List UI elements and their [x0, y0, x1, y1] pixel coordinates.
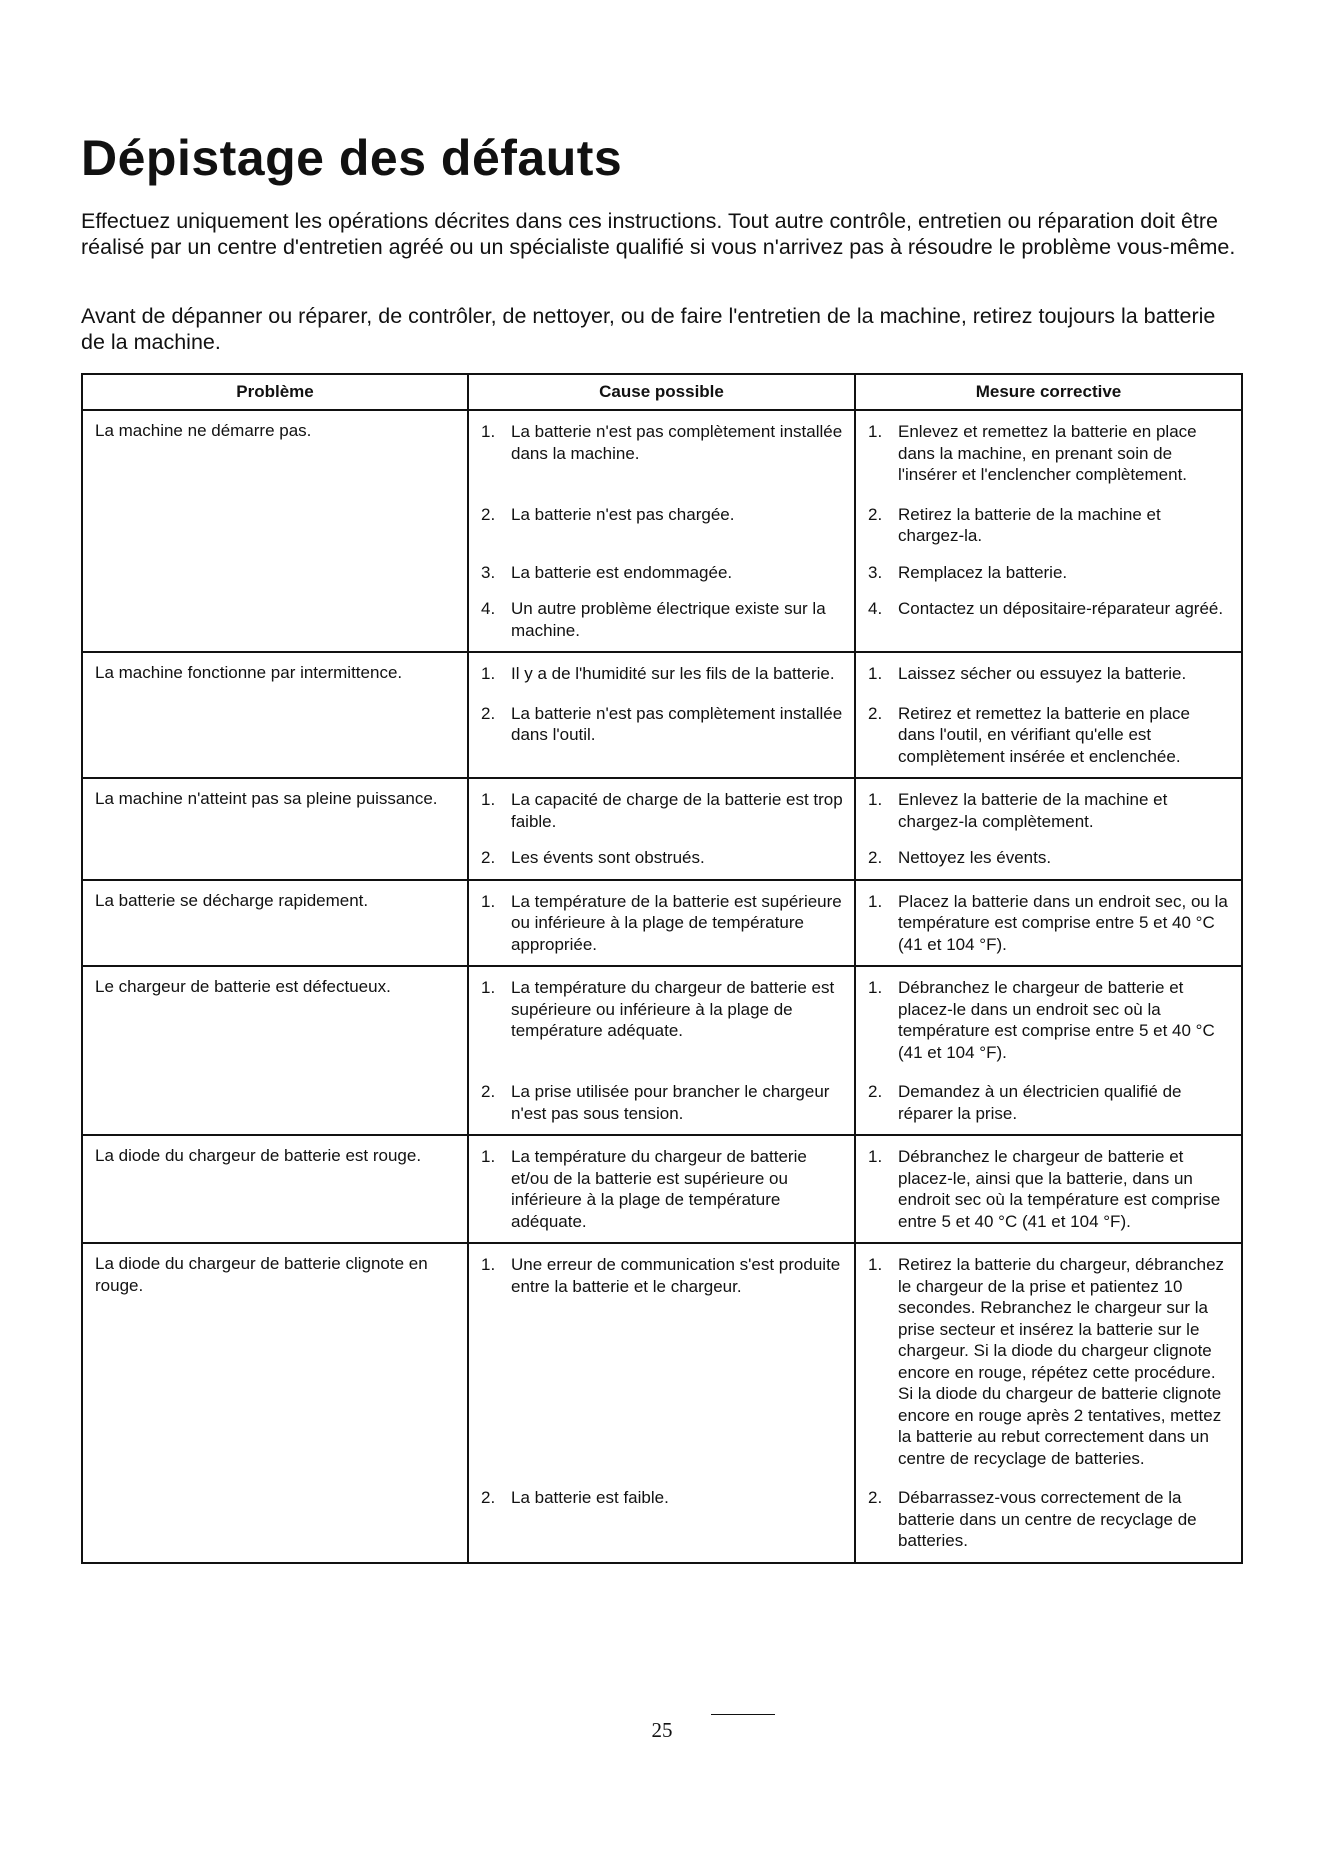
table-row	[82, 410, 1242, 492]
remedy-cell	[855, 778, 1242, 838]
remedy-cell	[855, 589, 1242, 652]
intro-paragraph-2: Avant de dépanner ou réparer, de contrôler, de nettoyer, ou de faire l'entretien de la machine, retirez toujours la batterie de la machine.	[81, 304, 1216, 354]
item-number: 1.	[481, 1255, 496, 1274]
header-cause: Cause possible	[468, 374, 855, 410]
remedy-text: Contactez un dépositaire-réparateur agréé.	[898, 599, 1224, 618]
item-number: 1.	[868, 664, 883, 683]
page-title: Dépistage des défauts	[81, 130, 623, 186]
item-number: 2.	[868, 504, 883, 524]
problem-cell: Le chargeur de batterie est défectueux.	[82, 966, 468, 1135]
table-row	[82, 1243, 1242, 1475]
cause-text: La température de la batterie est supérieure ou inférieure à la plage de température appropriée.	[511, 891, 842, 954]
item-number: 1.	[481, 664, 496, 683]
item-number: 2.	[868, 1488, 883, 1507]
remedy-cell	[855, 966, 1242, 1069]
remedy-cell	[855, 838, 1242, 880]
header-remedy: Mesure corrective	[855, 374, 1242, 410]
cause-text: Les évents sont obstrués.	[511, 848, 705, 867]
remedy-cell	[855, 492, 1242, 553]
remedy-text: Débranchez le chargeur de batterie et placez-le, ainsi que la batterie, dans un endroit sec où la température est comprise entre 5 et 40 °C (41 et 104 °F).	[898, 1147, 1221, 1231]
item-number: 1.	[481, 891, 496, 911]
cause-text: La prise utilisée pour brancher le chargeur n'est pas sous tension.	[511, 1082, 830, 1123]
cause-text: La batterie n'est pas chargée.	[511, 504, 735, 524]
item-number: 1.	[868, 891, 883, 911]
remedy-cell	[855, 1243, 1242, 1475]
cause-cell	[468, 652, 855, 691]
table-body	[82, 410, 1242, 1563]
remedy-text: Enlevez et remettez la batterie en place dans la machine, en prenant soin de l'insérer et l'enclencher complètement.	[898, 422, 1197, 484]
problem-cell: La machine n'atteint pas sa pleine puissance.	[82, 778, 468, 880]
remedy-cell	[855, 1135, 1242, 1243]
page-number: 25	[651, 1718, 673, 1742]
item-number: 2.	[481, 1488, 496, 1507]
cause-text: Il y a de l'humidité sur les fils de la batterie.	[511, 664, 835, 683]
problem-cell: La diode du chargeur de batterie clignote en rouge.	[82, 1243, 468, 1563]
item-number: 2.	[481, 1082, 496, 1101]
cause-cell	[468, 880, 855, 967]
item-number: 4.	[481, 599, 496, 618]
table-row	[82, 880, 1242, 967]
cause-cell	[468, 966, 855, 1069]
item-number: 3.	[868, 562, 883, 582]
remedy-text: Laissez sécher ou essuyez la batterie.	[898, 664, 1187, 683]
cause-cell	[468, 1069, 855, 1135]
table-row	[82, 966, 1242, 1069]
item-number: 1.	[868, 422, 883, 441]
remedy-text: Retirez et remettez la batterie en place dans l'outil, en vérifiant qu'elle est complètement insérée et enclenchée.	[898, 703, 1190, 766]
cause-text: La batterie est endommagée.	[511, 562, 733, 582]
table-row	[82, 1135, 1242, 1243]
remedy-text: Placez la batterie dans un endroit sec, ou la température est comprise entre 5 et 40 °C (41 et 104 °F).	[898, 891, 1228, 954]
item-number: 1.	[481, 1147, 496, 1166]
item-number: 1.	[481, 790, 496, 809]
page-number-rule	[711, 1714, 775, 1715]
remedy-cell	[855, 1475, 1242, 1563]
table-row	[82, 778, 1242, 838]
problem-cell: La machine ne démarre pas.	[82, 410, 468, 652]
problem-cell: La machine fonctionne par intermittence.	[82, 652, 468, 778]
item-number: 2.	[868, 1082, 883, 1101]
remedy-text: Demandez à un électricien qualifié de réparer la prise.	[898, 1082, 1182, 1123]
item-number: 1.	[868, 790, 883, 809]
intro-paragraph-1: Effectuez uniquement les opérations décrites dans ces instructions. Tout autre contrôle, entretien ou réparation doit être réalisé par un centre d'entretien agréé ou un spécialiste qualifié si vous n'arrivez pas à résoudre le problème vous-même.	[81, 209, 1236, 259]
remedy-cell	[855, 1069, 1242, 1135]
item-number: 2.	[481, 703, 496, 723]
table-row	[82, 652, 1242, 691]
remedy-cell	[855, 553, 1242, 590]
remedy-text: Remplacez la batterie.	[898, 562, 1068, 582]
item-number: 1.	[868, 1255, 883, 1274]
cause-text: La batterie est faible.	[511, 1488, 669, 1507]
cause-cell	[468, 778, 855, 838]
cause-cell	[468, 691, 855, 779]
cause-text: La température du chargeur de batterie et/ou de la batterie est supérieure ou inférieure à la plage de température adéquate.	[511, 1147, 807, 1231]
cause-text: La batterie n'est pas complètement installée dans la machine.	[511, 422, 843, 463]
cause-cell	[468, 553, 855, 590]
troubleshooting-table	[81, 373, 1243, 1564]
cause-cell	[468, 1475, 855, 1563]
problem-cell: La diode du chargeur de batterie est rouge.	[82, 1135, 468, 1243]
item-number: 3.	[481, 562, 496, 582]
problem-cell: La batterie se décharge rapidement.	[82, 880, 468, 967]
item-number: 2.	[868, 703, 883, 723]
cause-cell	[468, 1135, 855, 1243]
cause-text: La batterie n'est pas complètement installée dans l'outil.	[511, 703, 843, 744]
remedy-cell	[855, 410, 1242, 492]
header-problem: Problème	[82, 374, 468, 410]
table-header-row	[82, 374, 1242, 410]
item-number: 4.	[868, 599, 883, 618]
item-number: 1.	[481, 978, 496, 997]
remedy-text: Débranchez le chargeur de batterie et placez-le dans un endroit sec où la température est comprise entre 5 et 40 °C (41 et 104 °F).	[898, 978, 1215, 1062]
remedy-cell	[855, 652, 1242, 691]
remedy-text: Enlevez la batterie de la machine et chargez-la complètement.	[898, 790, 1168, 831]
item-number: 2.	[481, 504, 496, 524]
cause-cell	[468, 838, 855, 880]
remedy-cell	[855, 880, 1242, 967]
cause-text: Une erreur de communication s'est produite entre la batterie et le chargeur.	[511, 1255, 841, 1296]
item-number: 2.	[481, 848, 496, 867]
item-number: 1.	[481, 422, 496, 441]
item-number: 2.	[868, 848, 883, 867]
item-number: 1.	[868, 978, 883, 997]
remedy-text: Débarrassez-vous correctement de la batterie dans un centre de recyclage de batteries.	[898, 1488, 1197, 1550]
remedy-text: Retirez la batterie de la machine et chargez-la.	[898, 504, 1161, 545]
cause-text: La capacité de charge de la batterie est trop faible.	[511, 790, 843, 831]
cause-text: La température du chargeur de batterie est supérieure ou inférieure à la plage de température adéquate.	[511, 978, 835, 1040]
remedy-text: Nettoyez les évents.	[898, 848, 1052, 867]
remedy-text: Retirez la batterie du chargeur, débranchez le chargeur de la prise et patientez 10 secondes. Rebranchez le chargeur sur la prise secteur et insérez la batterie sur le chargeur. Si la diode du chargeur clignote encore en rouge, répétez cette procédure. Si la diode du chargeur de batterie clignote encore en rouge après 2 tentatives, mettez la batterie au rebut correctement dans un centre de recyclage de batteries.	[898, 1255, 1225, 1468]
cause-cell	[468, 410, 855, 492]
cause-cell	[468, 1243, 855, 1475]
remedy-cell	[855, 691, 1242, 779]
item-number: 1.	[868, 1147, 883, 1166]
cause-cell	[468, 589, 855, 652]
cause-cell	[468, 492, 855, 553]
cause-text: Un autre problème électrique existe sur la machine.	[511, 599, 826, 640]
